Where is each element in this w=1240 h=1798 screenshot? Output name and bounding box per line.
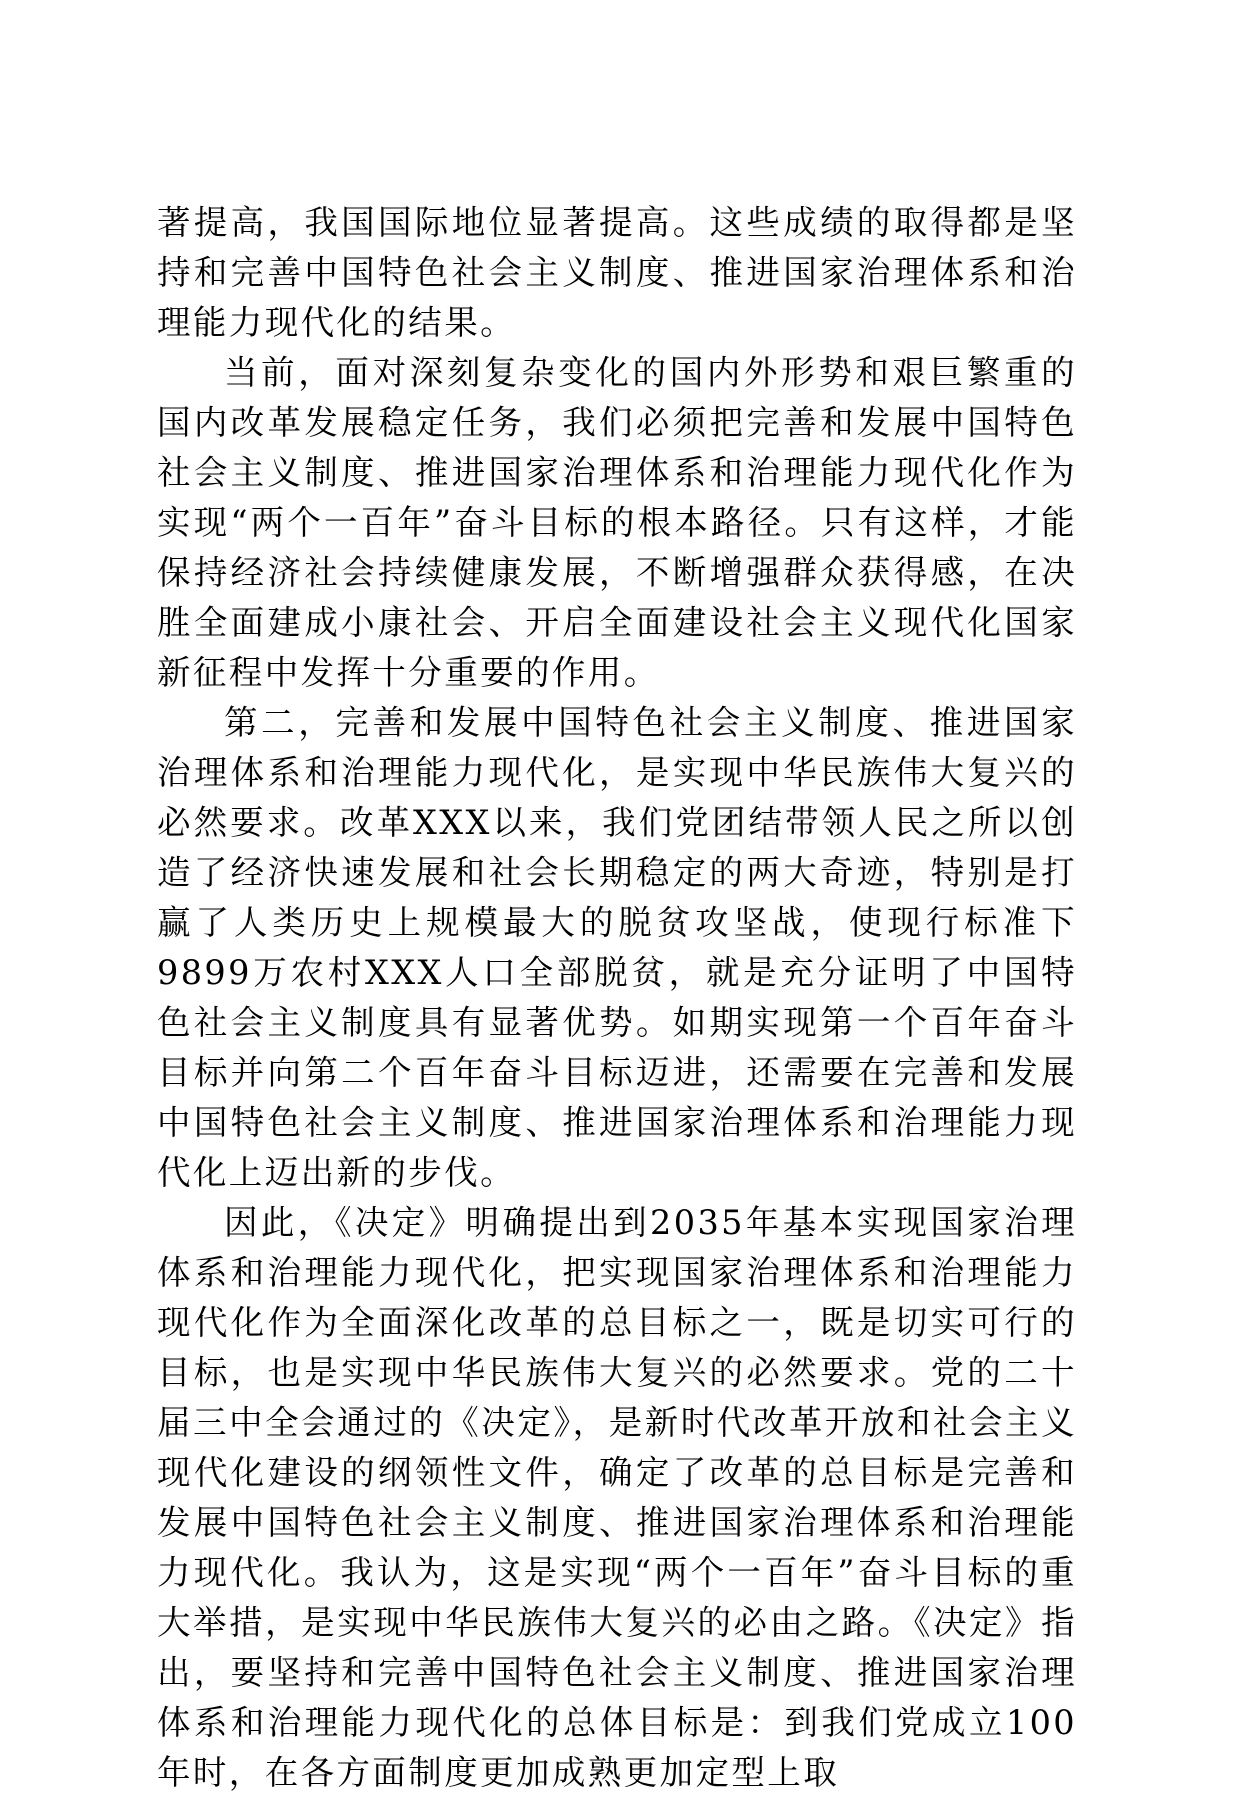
paragraph-2: 当前，面对深刻复杂变化的国内外形势和艰巨繁重的国内改革发展稳定任务，我们必须把完善和发展中国特色社会主义制度、推进国家治理体系和治理能力现代化作为实现“两个一百年”奋斗目标的根本路径。只有这样，才能保持经济社会持续健康发展，不断增强群众获得感，在决胜全面建成小康社会、开启全面建设社会主义现代化国家新征程中发挥十分重要的作用。 xyxy=(157,353,1077,692)
paragraph-1: 著提高，我国国际地位显著提高。这些成绩的取得都是坚持和完善中国特色社会主义制度、推进国家治理体系和治理能力现代化的结果。 xyxy=(157,203,1077,342)
paragraph-3: 第二，完善和发展中国特色社会主义制度、推进国家治理体系和治理能力现代化，是实现中华民族伟大复兴的必然要求。改革XXX以来，我们党团结带领人民之所以创造了经济快速发展和社会长期稳定的两大奇迹，特别是打赢了人类历史上规模最大的脱贫攻坚战，使现行标准下9899万农村XXX人口全部脱贫，就是充分证明了中国特色社会主义制度具有显著优势。如期实现第一个百年奋斗目标并向第二个百年奋斗目标迈进，还需要在完善和发展中国特色社会主义制度、推进国家治理体系和治理能力现代化上迈出新的步伐。 xyxy=(157,703,1077,1192)
document-body xyxy=(157,198,1077,1798)
paragraph-4: 因此，《决定》明确提出到2035年基本实现国家治理体系和治理能力现代化，把实现国家治理体系和治理能力现代化作为全面深化改革的总目标之一，既是切实可行的目标，也是实现中华民族伟大复兴的必然要求。党的二十届三中全会通过的《决定》，是新时代改革开放和社会主义现代化建设的纲领性文件，确定了改革的总目标是完善和发展中国特色社会主义制度、推进国家治理体系和治理能力现代化。我认为，这是实现“两个一百年”奋斗目标的重大举措，是实现中华民族伟大复兴的必由之路。《决定》指出，要坚持和完善中国特色社会主义制度、推进国家治理体系和治理能力现代化的总体目标是：到我们党成立100年时，在各方面制度更加成熟更加定型上取 xyxy=(157,1203,1077,1792)
